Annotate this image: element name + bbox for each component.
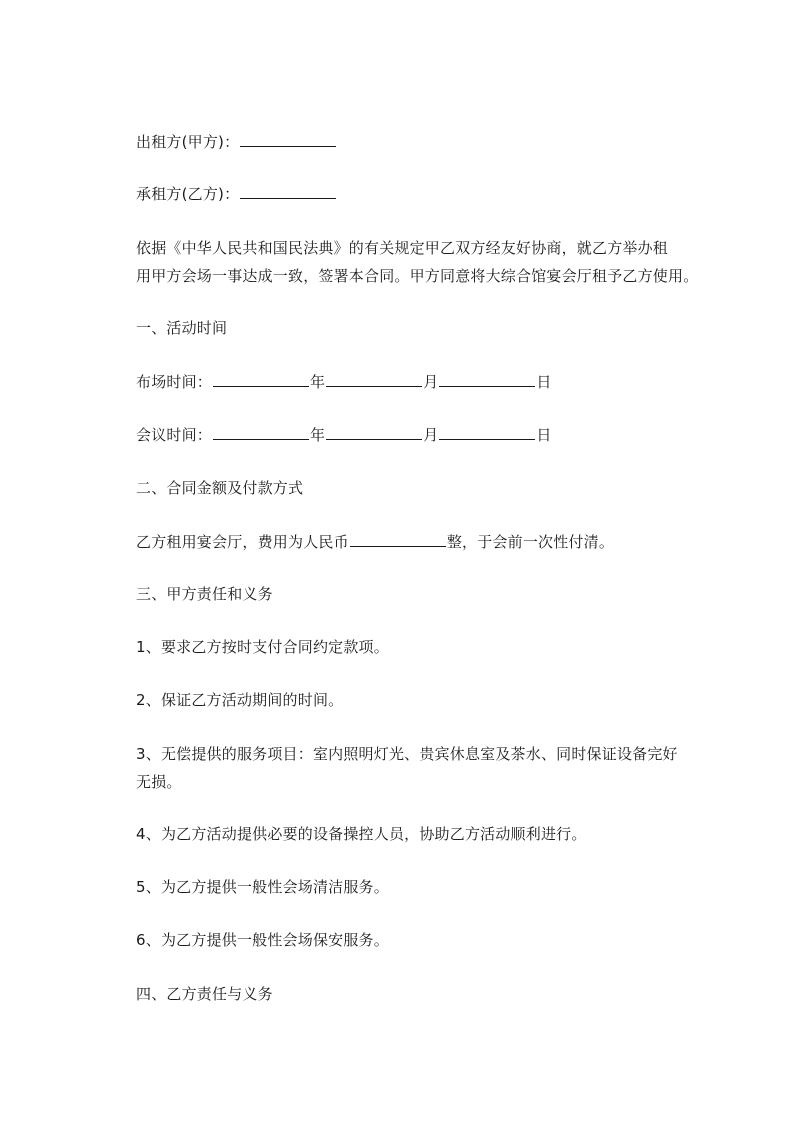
lessee-line bbox=[136, 184, 337, 204]
section2-heading: 二、合同金额及付款方式 bbox=[136, 479, 304, 497]
intro-line-2: 用甲方会场一事达成一致，签署本合同。甲方同意将大综合馆宴会厅租予乙方使用。 bbox=[136, 267, 699, 285]
section3-item3-line1: 3、无偿提供的服务项目：室内照明灯光、贵宾休息室及茶水、同时保证设备完好 bbox=[136, 745, 678, 763]
section3-item4: 4、为乙方活动提供必要的设备操控人员，协助乙方活动顺利进行。 bbox=[136, 825, 587, 843]
setup-time-line bbox=[136, 372, 552, 392]
setup-time-label: 布场时间： bbox=[136, 373, 213, 391]
section3-item2: 2、保证乙方活动期间的时间。 bbox=[136, 691, 344, 709]
setup-day-blank bbox=[439, 372, 535, 387]
meeting-time-label: 会议时间： bbox=[136, 426, 213, 444]
meeting-year-unit: 年 bbox=[310, 426, 326, 444]
section3-item1: 1、要求乙方按时支付合同约定款项。 bbox=[136, 638, 389, 656]
section4-heading: 四、乙方责任与义务 bbox=[136, 985, 273, 1003]
fee-line bbox=[136, 532, 614, 552]
meeting-time-line bbox=[136, 425, 552, 445]
section3-item6: 6、为乙方提供一般性会场保安服务。 bbox=[136, 931, 389, 949]
fee-amount-blank bbox=[350, 532, 446, 547]
section3-item3-line2: 无损。 bbox=[136, 773, 182, 791]
setup-month-unit: 月 bbox=[423, 373, 439, 391]
fee-suffix: 整，于会前一次性付清。 bbox=[446, 533, 615, 551]
meeting-month-blank bbox=[326, 425, 422, 440]
lessor-label: 出租方(甲方)： bbox=[136, 133, 240, 151]
intro-line-1: 依据《中华人民共和国民法典》的有关规定甲乙双方经友好协商，就乙方举办租 bbox=[136, 239, 669, 257]
section3-heading: 三、甲方责任和义务 bbox=[136, 585, 273, 603]
lessee-label: 承租方(乙方)： bbox=[136, 185, 240, 203]
section1-heading: 一、活动时间 bbox=[136, 319, 228, 337]
lessee-blank bbox=[240, 184, 336, 199]
setup-month-blank bbox=[326, 372, 422, 387]
setup-year-blank bbox=[213, 372, 309, 387]
meeting-month-unit: 月 bbox=[423, 426, 439, 444]
section3-item5: 5、为乙方提供一般性会场清洁服务。 bbox=[136, 878, 389, 896]
lessor-blank bbox=[240, 132, 336, 147]
setup-day-unit: 日 bbox=[536, 373, 552, 391]
setup-year-unit: 年 bbox=[310, 373, 326, 391]
lessor-line bbox=[136, 132, 337, 152]
meeting-year-blank bbox=[213, 425, 309, 440]
fee-prefix: 乙方租用宴会厅，费用为人民币 bbox=[136, 533, 349, 551]
meeting-day-unit: 日 bbox=[536, 426, 552, 444]
meeting-day-blank bbox=[439, 425, 535, 440]
